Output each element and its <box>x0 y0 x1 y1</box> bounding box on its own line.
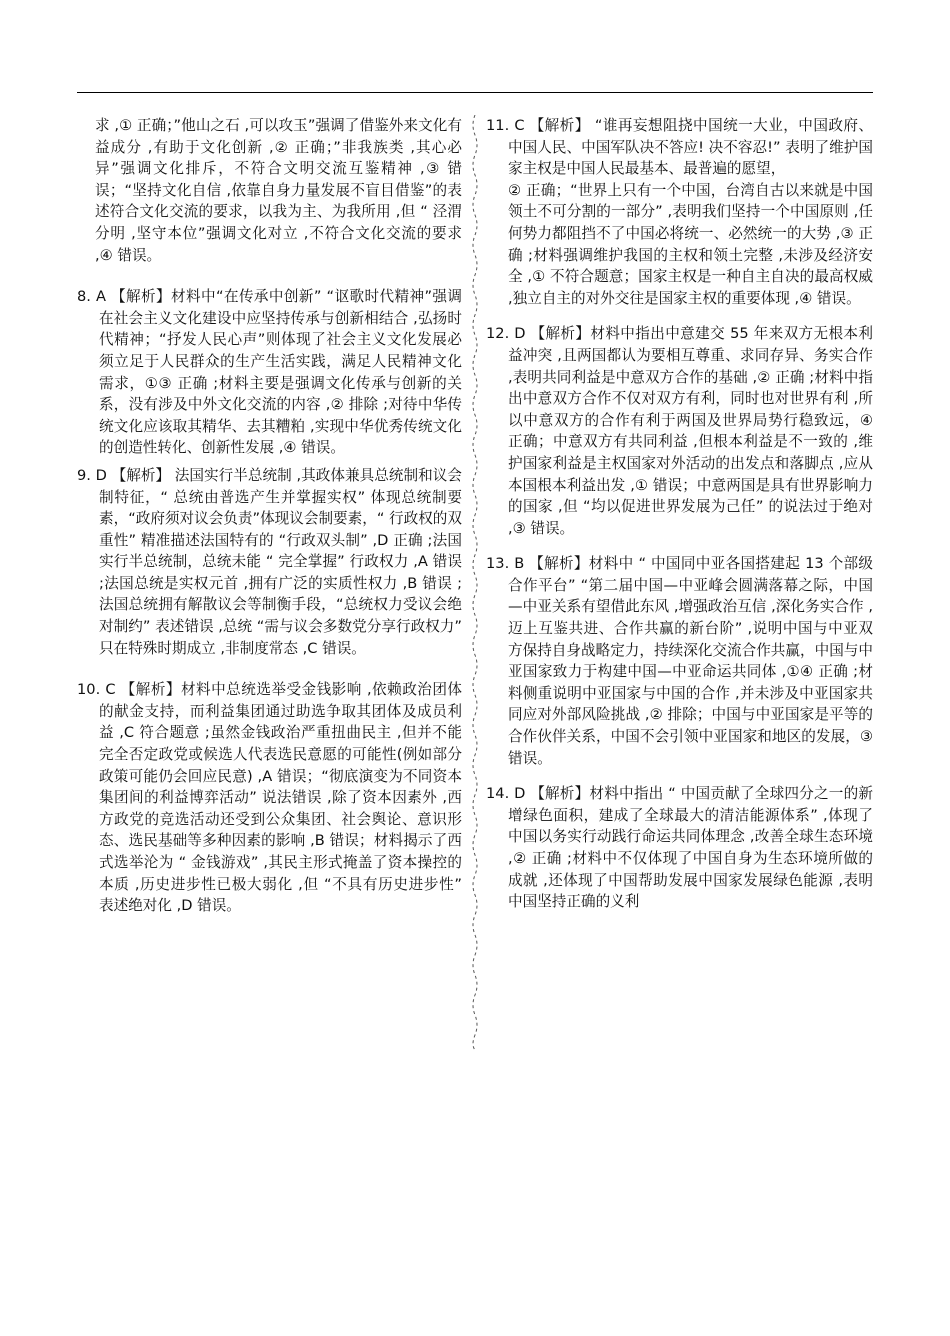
dashed-wavy-divider <box>469 115 481 1050</box>
item-number: 9. <box>77 466 91 484</box>
answer-item-11 <box>486 115 873 180</box>
answer-item-8 <box>77 286 462 459</box>
answer-item-14 <box>486 783 873 913</box>
item-explanation: 【解析】材料中总统选举受金钱影响 ,依赖政治团体的献金支持，而利益集团通过助选争取其团体及成员利益 ,C 符合题意 ;虽然金钱政治严重扭曲民主 ,但并不能完全否定政党或候选人代表选民意愿的可能性(例如部分政策可能仍会回应民意) ,A 错误；“彻底演变为不同资本集团间的利益博弈活动” 说法错误 ,除了资本因素外 ,西方政党的竞选活动还受到公众集团、社会舆论、意识形态、选民基础等多种因素的影响 ,B 错误；材料揭示了西式选举沦为 “ 金钱游戏” ,其民主形式掩盖了资本操控的本质 ,历史进步性已极大弱化 ,但 “不具有历史进步性” 表述绝对化 ,D 错误。 <box>99 681 463 915</box>
item-answer: C <box>105 681 116 699</box>
item-answer: A <box>95 288 106 306</box>
item-answer: D <box>514 325 526 343</box>
item-number: 13. <box>486 555 510 573</box>
item-answer: C <box>514 117 525 134</box>
item-explanation: 【解析】 法国实行半总统制 ,其政体兼具总统制和议会制特征，“ 总统由普选产生并掌握实权” 体现总统制要素，“政府须对议会负责”体现议会制要素，“ 行政权的双重性” 精准描述法国特有的 “行政双头制” ,D 正确 ;法国实行半总统制，总统未能 “ 完全掌握” 行政权力 ,A 错误 ;法国总统是实权元首 ,拥有广泛的实质性权力 ,B 错误 ;法国总统拥有解散议会等制衡手段，“总统权力受议会绝对制约” 表述错误 ,总统 “需与议会多数党分享行政权力” 只在特殊时期成立 ,非制度常态 ,C 错误。 <box>99 466 463 657</box>
left-column <box>77 115 462 931</box>
item-number: 12. <box>486 325 510 343</box>
item-answer: D <box>514 785 526 803</box>
answer-item-12 <box>486 323 873 539</box>
item-number: 14. <box>486 785 510 803</box>
item-explanation: 【解析】材料中指出 “ 中国贡献了全球四分之一的新增绿色面积，建成了全球最大的清洁能源体系” ,体现了中国以务实行动践行命运共同体理念 ,改善全球生态环境 ,② 正确 ;材料中不仅体现了中国自身为生态环境所做的成就 ,还体现了中国帮助发展中国家发展绿色能源 ,表明中国坚持正确的义利 <box>508 785 874 911</box>
header-rule <box>77 92 873 93</box>
item-explanation: 【解析】材料中指出中意建交 55 年来双方无根本利益冲突 ,且两国都认为要相互尊重、求同存异、务实合作 ,表明共同利益是中意双方合作的基础 ,② 正确 ;材料中指出中意双方合作不仅对双方有利，同时也对世界有利 ,所以中意双方的合作有利于两国及世界局势行稳致远，④ 正确；中意双方有共同利益 ,但根本利益是不一致的 ,维护国家利益是主权国家对外活动的出发点和落脚点 ,应从本国根本利益出发 ,① 错误；中意两国是具有世界影响力的国家 ,但 “均以促进世界发展为己任” 的说法过于绝对 ,③ 错误。 <box>508 325 873 537</box>
item-number: 11. <box>486 117 510 134</box>
item-number: 8. <box>77 288 91 306</box>
answer-item-9 <box>77 465 462 659</box>
answer-item-10 <box>77 679 462 917</box>
right-column <box>486 115 873 927</box>
item-number: 10. <box>77 681 101 699</box>
item-explanation: 【解析】 “谁再妄想阻挠中国统一大业，中国政府、中国人民、中国军队决不答应! 决不容忍!” 表明了维护国家主权是中国人民最基本、最普遍的愿望， <box>508 117 874 178</box>
answer-item-11-continuation: ② 正确；“世界上只有一个中国，台湾自古以来就是中国领土不可分割的一部分” ,表明我们坚持一个中国原则 ,任何势力都阻挡不了中国必将统一、必然统一的大势 ,③ 正确 ;材料强调维护我国的主权和领土完整 ,未涉及经济安全 ,① 不符合题意；国家主权是一种自主自决的最高权威 ,独立自主的对外交往是国家主权的重要体现 ,④ 错误。 <box>508 181 873 307</box>
item-explanation: 【解析】材料中 “ 中国同中亚各国搭建起 13 个部级合作平台” “第二届中国—中亚峰会圆满落幕之际，中国—中亚关系有望借此东风 ,增强政治互信 ,深化务实合作 ,迈上互鉴共进、合作共赢的新台阶” ,说明中国与中亚双方保持自身战略定力，持续深化交流合作共赢，中国与中亚国家致力于构建中国—中亚命运共同体 ,①④ 正确 ;材料侧重说明中亚国家与中国的合作 ,并未涉及中亚国家共同应对外部风险挑战 ,② 排除；中国与中亚国家是平等的合作伙伴关系，中国不会引领中亚国家和地区的发展，③ 错误。 <box>508 555 874 767</box>
answer-item-13 <box>486 553 873 769</box>
item-answer: B <box>514 555 525 573</box>
column-divider <box>469 115 481 1050</box>
item-explanation: 【解析】材料中“在传承中创新” “讴歌时代精神”强调在社会主义文化建设中应坚持传承与创新相结合 ,弘扬时代精神；“抒发人民心声”则体现了社会主义文化发展必须立足于人民群众的生产生活实践，满足人民精神文化需求，①③ 正确 ;材料主要是强调文化传承与创新的关系，没有涉及中外文化交流的内容 ,② 排除 ;对待中华传统文化应该取其精华、去其糟粕 ,实现中华优秀传统文化的创造性转化、创新性发展 ,④ 错误。 <box>99 288 463 457</box>
continuation-paragraph: 求 ,① 正确；”他山之石 ,可以攻玉”强调了借鉴外来文化有益成分 ,有助于文化创新 ,② 正确；”非我族类 ,其心必异”强调文化排斥，不符合文明交流互鉴精神 ,③ 错误；“坚持文化自信 ,依靠自身力量发展不盲目借鉴”的表述符合文化交流的要求，以我为主、为我所用 ,但 “ 泾渭分明 ,坚守本位”强调文化对立 ,不符合文化交流的要求 ,④ 错误。 <box>95 117 462 264</box>
item-answer: D <box>95 466 107 484</box>
